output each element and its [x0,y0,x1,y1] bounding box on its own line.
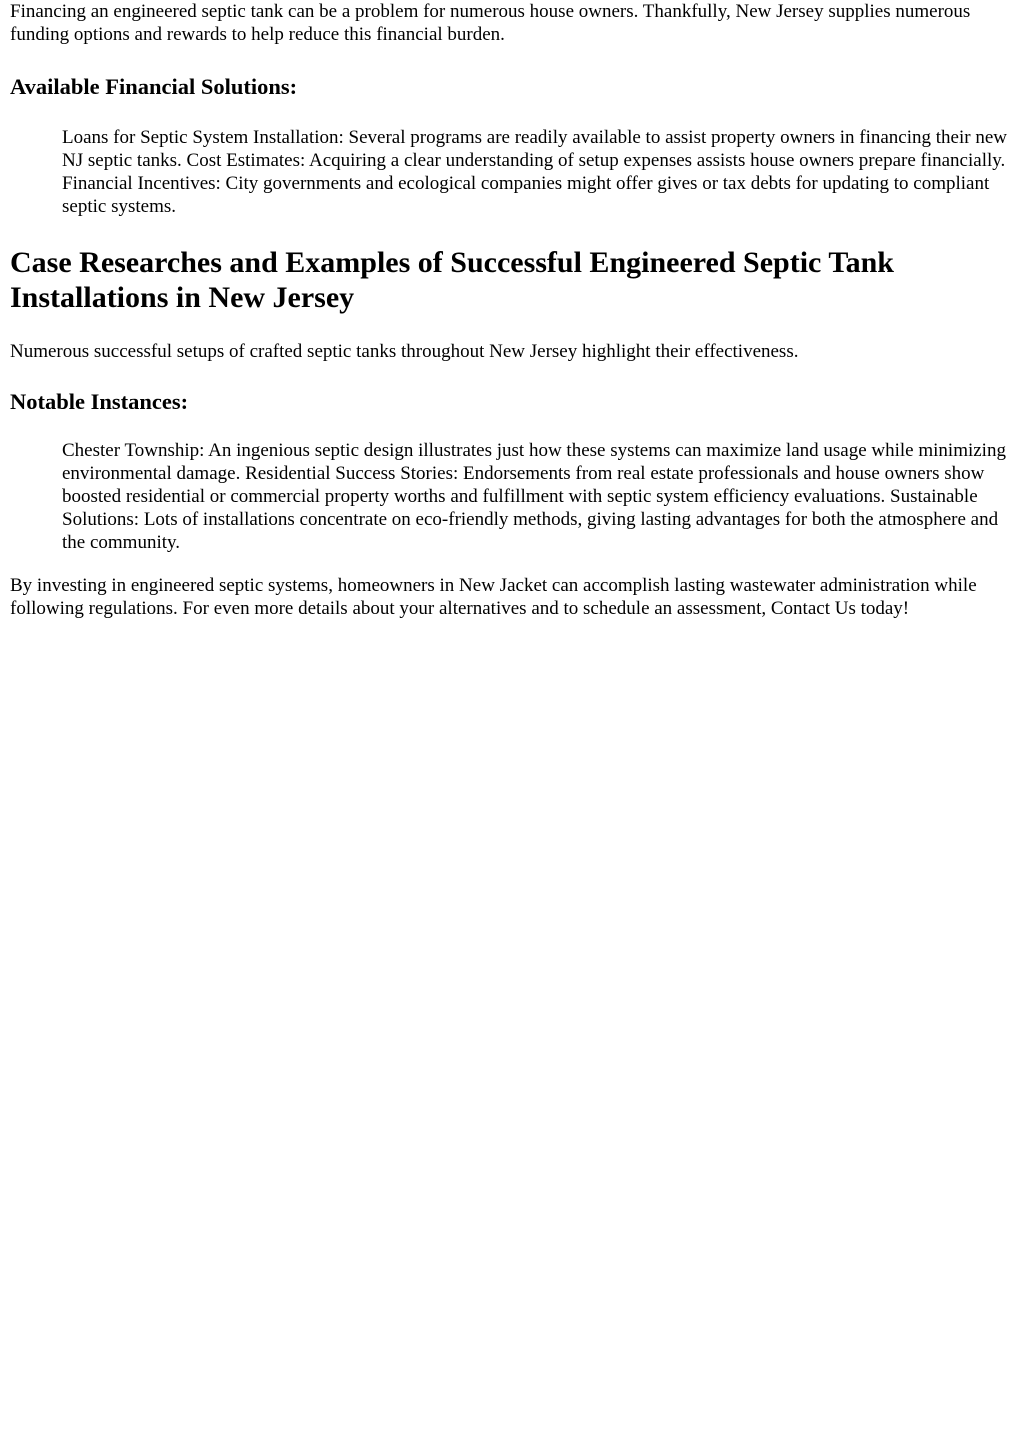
financial-solutions-quote [62,126,1014,218]
notable-instances-text: Chester Township: An ingenious septic design illustrates just how these systems can maximize land usage while minimizing environmental damage. Residential Success Stories: Endorsements from real estate professionals and house owners show boosted residential or commercial property worths and fulfillment with septic system efficiency evaluations. Sustainable Solutions: Lots of installations concentrate on eco-friendly methods, giving lasting advantages for both the atmosphere and the community. [62,440,1006,553]
contact-us-link[interactable]: Contact Us [770,598,856,619]
notable-instances-quote [62,439,1014,554]
notable-instances-heading: Notable Instances: [10,389,189,414]
case-studies-heading: Case Researches and Examples of Successful Engineered Septic Tank Installations in New Jersey [10,246,894,314]
closing-paragraph [10,574,1014,620]
financial-solutions-text: Loans for Septic System Installation: Several programs are readily available to assist property owners in financing their new NJ septic tanks. Cost Estimates: Acquiring a clear understanding of setup expenses assists house owners prepare financially. Financial Incentives: City governments and ecological companies might offer gives or tax debts for updating to compliant septic systems. [62,127,1007,217]
case-studies-paragraph: Numerous successful setups of crafted septic tanks throughout New Jersey highlight their effectiveness. [10,341,799,362]
article [0,0,1024,620]
closing-text-before-link: By investing in engineered septic systems, homeowners in New Jacket can accomplish lasting wastewater administration while following regulations. For even more details about your alternatives and to schedule an assessment, [10,575,977,619]
intro-paragraph: Financing an engineered septic tank can be a problem for numerous house owners. Thankfully, New Jersey supplies numerous funding options and rewards to help reduce this financial burden. [10,1,971,45]
closing-text-after-link: today! [855,598,910,619]
financial-solutions-heading: Available Financial Solutions: [10,74,298,99]
